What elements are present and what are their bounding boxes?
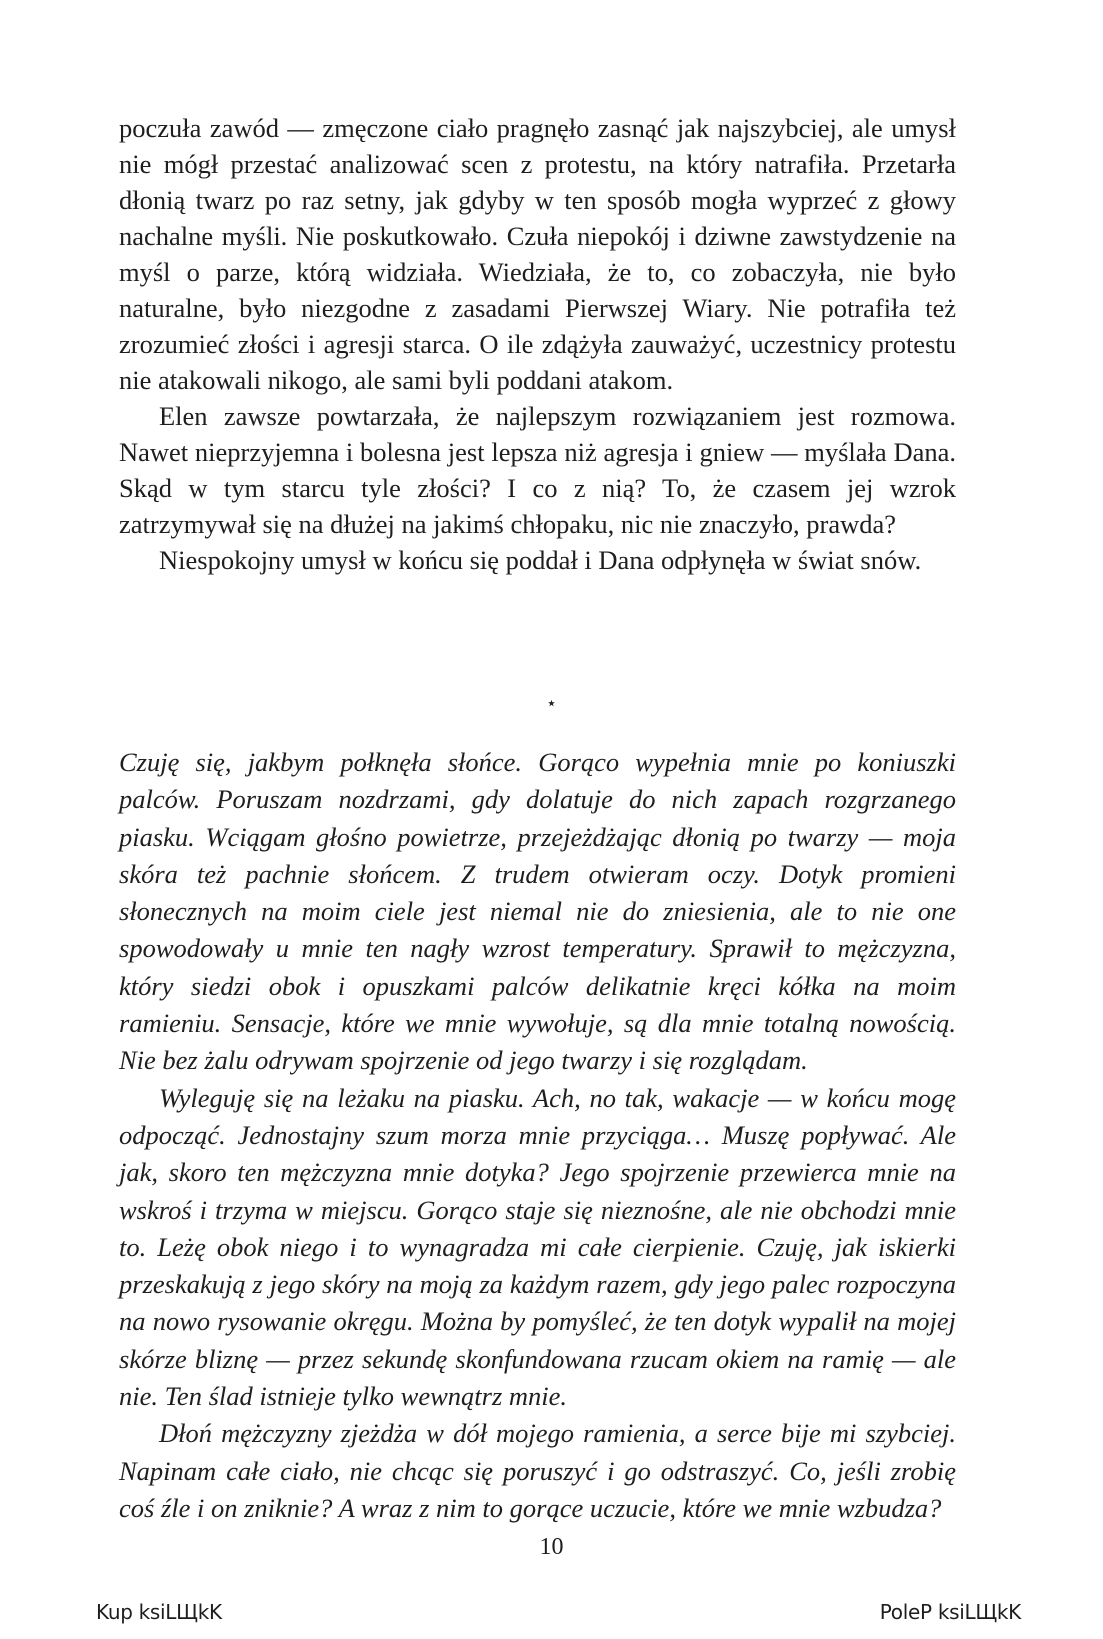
recommend-book-link[interactable]: PoleP ksiLЩkK xyxy=(879,1600,1021,1624)
narrative-section xyxy=(119,110,956,578)
section-separator: ⋆ xyxy=(545,693,558,713)
paragraph: Wyleguję się na leżaku na piasku. Ach, no tak, wakacje — w końcu mogę odpocząć. Jednostajny szum morza mnie przyciąga… Muszę popływać. Ale jak, skoro ten mężczyzna mnie dotyka? Jego spojrzenie przewierca mnie na wskroś i trzyma w miejscu. Gorąco staje się nieznośne, ale nie obchodzi mnie to. Leżę obok niego i to wynagradza mi całe cierpienie. Czuję, jak iskierki przeskakują z jego skóry na moją za każdym razem, gdy jego palec rozpoczyna na nowo rysowanie okręgu. Można by pomyśleć, że ten dotyk wypalił na mojej skórze bliznę — przez sekundę skonfundowana rzucam okiem na ramię — ale nie. Ten ślad istnieje tylko wewnątrz mnie. xyxy=(119,1082,956,1412)
dream-section xyxy=(119,744,956,1527)
page-number: 10 xyxy=(539,1534,564,1560)
paragraph: Niespokojny umysł w końcu się poddał i Dana odpłynęła w świat snów. xyxy=(159,545,922,575)
buy-book-link[interactable]: Kup ksiLЩkK xyxy=(96,1600,222,1624)
paragraph: Elen zawsze powtarzała, że najlepszym rozwiązaniem jest rozmowa. Nawet nieprzyjemna i bolesna jest lepsza niż agresja i gniew — myślała Dana. Skąd w tym starcu tyle złości? I co z nią? To, że czasem jej wzrok zatrzymywał się na dłużej na jakimś chłopaku, nic nie znaczyło, prawda? xyxy=(119,401,956,539)
paragraph: Czuję się, jakbym połknęła słońce. Gorąco wypełnia mnie po koniuszki palców. Poruszam nozdrzami, gdy dolatuje do nich zapach rozgrzanego piasku. Wciągam głośno powietrze, przejeżdżając dłonią po twarzy — moja skóra też pachnie słońcem. Z trudem otwieram oczy. Dotyk promieni słonecznych na moim ciele jest niemal nie do zniesienia, ale to nie one spowodowały u mnie ten nagły wzrost temperatury. Sprawił to mężczyzna, który siedzi obok i opuszkami palców delikatnie kręci kółka na moim ramieniu. Sensacje, które we mnie wywołuje, są dla mnie totalną nowością. Nie bez żalu odrywam spojrzenie od jego twarzy i się rozglądam. xyxy=(119,747,956,1076)
paragraph: Dłoń mężczyzny zjeżdża w dół mojego ramienia, a serce bije mi szybciej. Napinam całe ciało, nie chcąc się poruszyć i go odstraszyć. Co, jeśli zrobię coś źle i on zniknie? A wraz z nim to gorące uczucie, które we mnie wzbudza? xyxy=(119,1418,956,1523)
paragraph: poczuła zawód — zmęczone ciało pragnęło zasnąć jak najszybciej, ale umysł nie mógł przestać analizować scen z protestu, na który natrafiła. Przetarła dłonią twarz po raz setny, jak gdyby w ten sposób mogła wyprzeć z głowy nachalne myśli. Nie poskutkowało. Czuła niepokój i dziwne zawstydzenie na myśl o parze, którą widziała. Wiedziała, że to, co zobaczyła, nie było naturalne, było niezgodne z zasadami Pierwszej Wiary. Nie potrafiła też zrozumieć złości i agresji starca. O ile zdążyła zauważyć, uczestnicy protestu nie atakowali nikogo, ale sami byli poddani atakom. xyxy=(119,113,956,395)
